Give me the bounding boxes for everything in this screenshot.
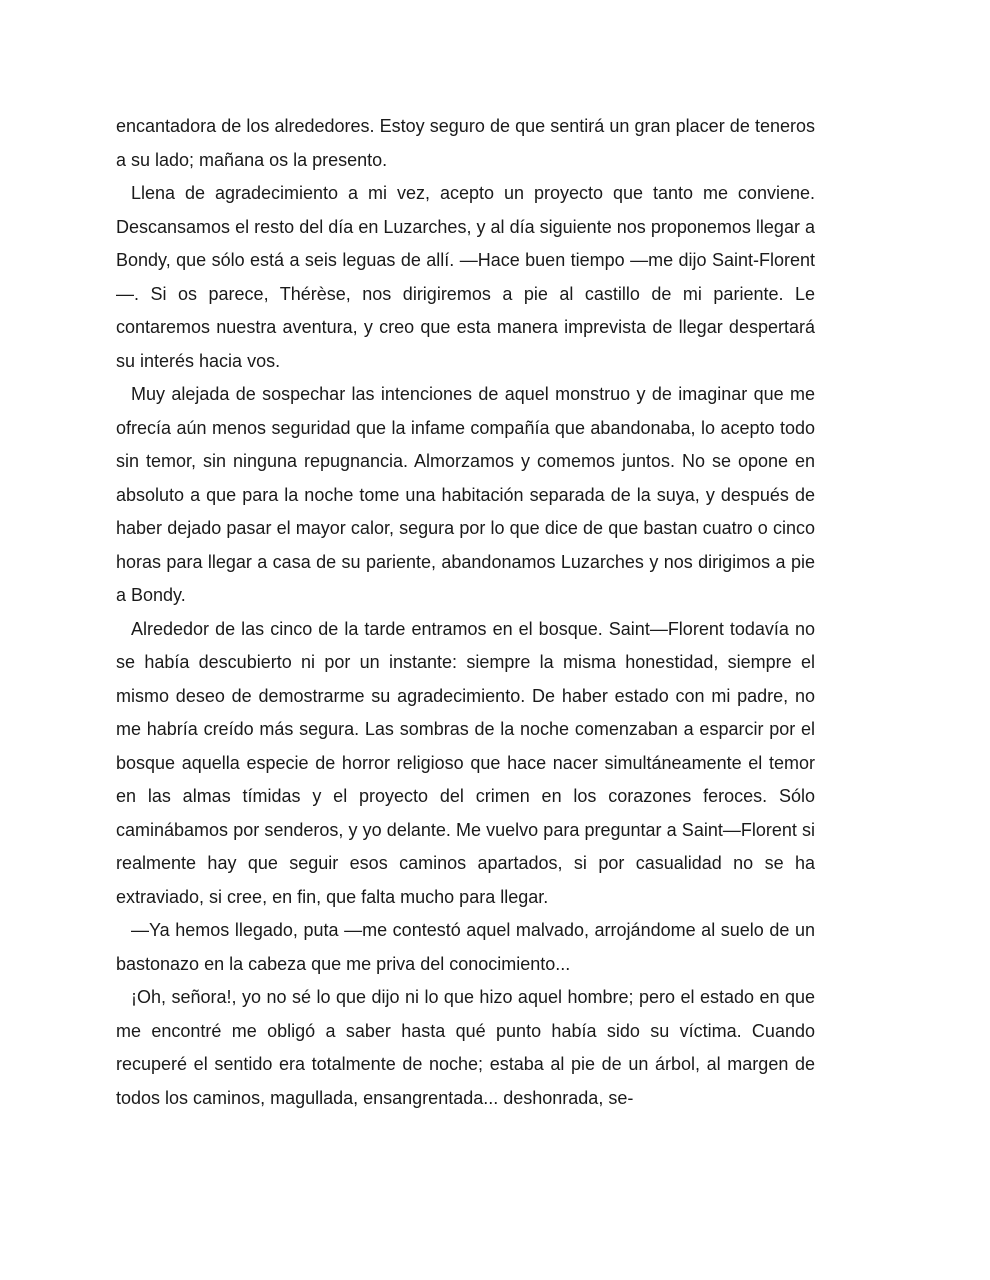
document-page (116, 110, 815, 1115)
paragraph-4: Alrededor de las cinco de la tarde entramos en el bosque. Saint—Florent todavía no se había descubierto ni por un instante: siempre la misma honestidad, siempre el mismo deseo de demostrarme su agradecimiento. De haber estado con mi padre, no me habría creído más segura. Las sombras de la noche comenzaban a esparcir por el bosque aquella especie de horror religioso que hace nacer simultáneamente el temor en las almas tímidas y el proyecto del crimen en los corazones feroces. Sólo caminábamos por senderos, y yo delante. Me vuelvo para preguntar a Saint—Florent si realmente hay que seguir esos caminos apartados, si por casualidad no se ha extraviado, si cree, en fin, que falta mucho para llegar. (116, 618, 815, 907)
paragraph-1: encantadora de los alrededores. Estoy seguro de que sentirá un gran placer de teneros a su lado; mañana os la presento. (116, 116, 815, 170)
paragraph-6: ¡Oh, señora!, yo no sé lo que dijo ni lo que hizo aquel hombre; pero el estado en que me encontré me obligó a saber hasta qué punto había sido su víctima. Cuando recuperé el sentido era totalmente de noche; estaba al pie de un árbol, al margen de todos los caminos, magullada, ensangrentada... deshonrada, se- (116, 987, 815, 1108)
paragraph-5: —Ya hemos llegado, puta —me contestó aquel malvado, arrojándome al suelo de un bastonazo en la cabeza que me priva del conocimiento... (116, 920, 815, 974)
paragraph-3: Muy alejada de sospechar las intenciones de aquel monstruo y de imaginar que me ofrecía aún menos seguridad que la infame compañía que abandonaba, lo acepto todo sin temor, sin ninguna repugnancia. Almorzamos y comemos juntos. No se opone en absoluto a que para la noche tome una habitación separada de la suya, y después de haber dejado pasar el mayor calor, segura por lo que dice de que bastan cuatro o cinco horas para llegar a casa de su pariente, abandonamos Luzarches y nos dirigimos a pie a Bondy. (116, 384, 815, 605)
paragraph-2: Llena de agradecimiento a mi vez, acepto un proyecto que tanto me conviene. Descansamos el resto del día en Luzarches, y al día siguiente nos proponemos llegar a Bondy, que sólo está a seis leguas de allí. —Hace buen tiempo —me dijo Saint-Florent—. Si os parece, Thérèse, nos dirigiremos a pie al castillo de mi pariente. Le contaremos nuestra aventura, y creo que esta manera imprevista de llegar despertará su interés hacia vos. (116, 183, 815, 371)
